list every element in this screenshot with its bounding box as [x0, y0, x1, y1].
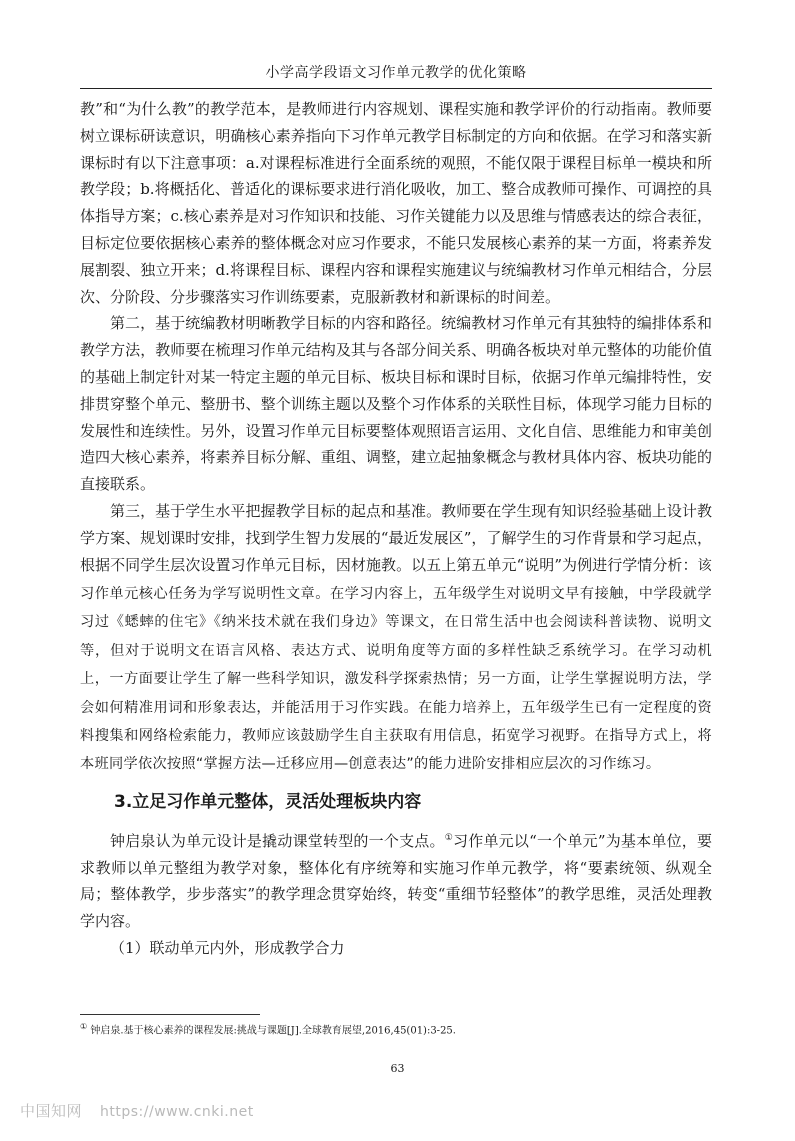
- page-number: 63: [390, 1062, 405, 1075]
- watermark-brand: 中国知网: [20, 1102, 83, 1120]
- cnki-watermark: [20, 1100, 254, 1121]
- footnote: [80, 1020, 712, 1038]
- paragraph-4-text-a: 钟启泉认为单元设计是撬动课堂转型的一个支点。: [110, 831, 445, 850]
- footnote-reference[interactable]: ①: [444, 832, 454, 843]
- running-title: 小学高学段语文习作单元教学的优化策略: [265, 65, 527, 81]
- paragraph-2: 第二，基于统编教材明晰教学目标的内容和路径。统编教材习作单元有其独特的编排体系和教学方法，教师要在梳理习作单元结构及其与各部分间关系、明确各板块对单元整体的功能价值的基础上制定针对某一特定主题的单元目标、板块目标和课时目标，依据习作单元编排特性，安排贯穿整个单元、整册书、整个训练主题以及整个习作体系的关联性目标，体现学习能力目标的发展性和连续性。另外，设置习作单元目标要整体观照语言运用、文化自信、思维能力和审美创造四大核心素养，将素养目标分解、重组、调整，建立起抽象概念与教材具体内容、板块功能的直接联系。: [80, 314, 712, 494]
- watermark-url: https://www.cnki.net: [100, 1104, 254, 1120]
- paragraph-3-analysis: 该习作单元核心任务为学写说明性文章。在学习内容上，五年级学生对说明文早有接触，中学段就学习过《蟋蟀的住宅》《纳米技术就在我们身边》等课文，在日常生活中也会阅读科普读物、说明文等，但对于说明文在语言风格、表达方式、说明角度等方面的多样性缺乏系统学习。在学习动机上，一方面要让学生了解一些科学知识，激发科学探索热情；另一方面，让学生掌握说明方法，学会如何精准用词和形象表达，并能活用于习作实践。在能力培养上，五年级学生已有一定程度的资料搜集和网络检索能力，教师应该鼓励学生自主获取有用信息，拓宽学习视野。在指导方式上，将本班同学依次按照“掌握方法—迁移应用—创意表达”的能力进阶安排相应层次的习作练习。: [80, 557, 712, 773]
- paragraph-1: 教”和“为什么教”的教学范本，是教师进行内容规划、课程实施和教学评价的行动指南。教师要树立课标研读意识，明确核心素养指向下习作单元教学目标制定的方向和依据。在学习和落实新课标时有以下注意事项：a.对课程标准进行全面系统的观照，不能仅限于课程目标单一模块和所教学段；b.将概括化、普适化的课标要求进行消化吸收，加工、整合成教师可操作、可调控的具体指导方案；c.核心素养是对习作知识和技能、习作关键能力以及思维与情感表达的综合表征，目标定位要依据核心素养的整体概念对应习作要求，不能只发展核心素养的某一方面，将素养发展割裂、独立开来；d.将课程目标、课程内容和课程实施建议与统编教材习作单元相结合，分层次、分阶段、分步骤落实习作训练要素，克服新教材和新课标的时间差。: [80, 100, 712, 306]
- paragraph-3-text: 第三，基于学生水平把握教学目标的起点和基准。教师要在学生现有知识经验基础上设计教学方案、规划课时安排，找到学生智力发展的“最近发展区”，了解学生的习作背景和学习起点，根据不同学生层次设置习作单元目标，因材施教。以五上第五单元“说明”为例进行学情分析：: [80, 501, 712, 574]
- footnote-rule: [80, 1014, 260, 1015]
- paragraph-4-text-b: 习作单元以“一个单元”为基本单位，要求教师以单元整组为教学对象，整体化有序统筹和实施习作单元教学，将“要素统领、纵观全局；整体教学，步步落实”的教学理念贯穿始终，转变“重细节轻整体”的教学思维，灵活处理教学内容。: [80, 831, 712, 931]
- paragraph-4: [80, 825, 712, 935]
- article-body: [80, 96, 712, 962]
- header-rule: [80, 88, 712, 89]
- subheading-1: （1）联动单元内外，形成教学合力: [110, 938, 345, 957]
- paragraph-3: [80, 498, 712, 779]
- footnote-text: 钟启泉.基于核心素养的课程发展:挑战与课题[J].全球教育展望,2016,45(01):3-25.: [90, 1025, 456, 1037]
- section-heading: 3.立足习作单元整体，灵活处理板块内容: [114, 791, 422, 812]
- footnote-mark: ①: [80, 1022, 88, 1031]
